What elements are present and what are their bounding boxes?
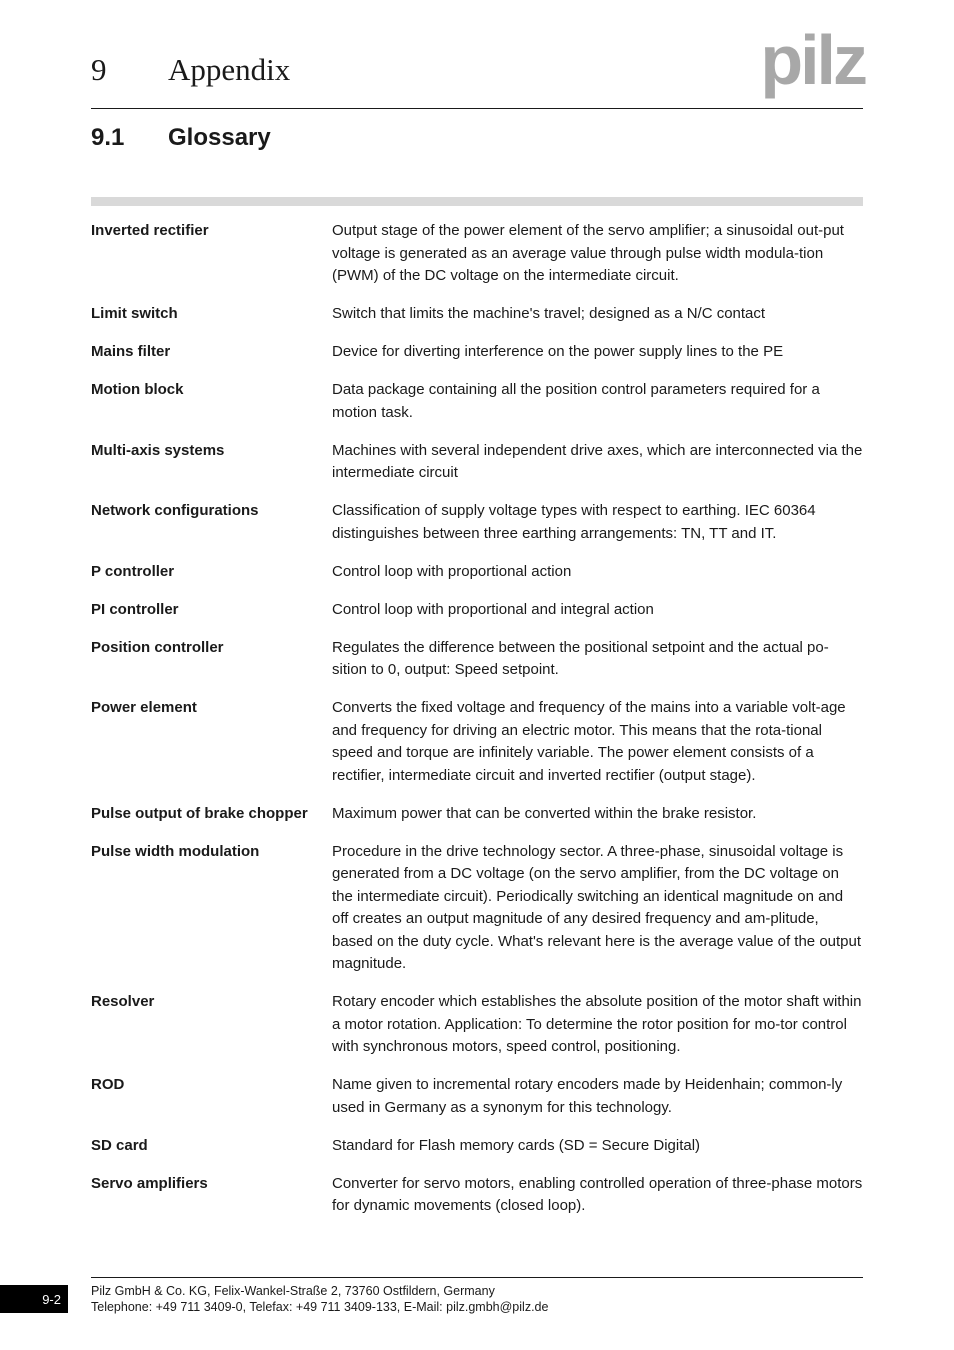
chapter-title: Appendix <box>168 52 291 87</box>
glossary-definition: Switch that limits the machine's travel; designed as a N/C contact <box>332 305 766 322</box>
glossary-definition: Data package containing all the position control parameters required for a motion task. <box>332 381 820 421</box>
page-number: 9-2 <box>42 1291 61 1307</box>
glossary-definition: Machines with several independent drive axes, which are interconnected via the intermediate circuit <box>332 441 863 481</box>
glossary-term: Multi-axis systems <box>91 441 225 459</box>
glossary-entry <box>91 599 863 622</box>
section-number: 9.1 <box>91 124 125 151</box>
glossary-term: Mains filter <box>91 343 171 360</box>
page-number-tab <box>0 1285 68 1313</box>
glossary-term: Motion block <box>91 381 184 398</box>
glossary-entry <box>91 991 863 1059</box>
glossary-term: Inverted rectifier <box>91 222 209 239</box>
footer-company-line: Pilz GmbH & Co. KG, Felix-Wankel-Straße 2, 73760 Ostfildern, Germany <box>91 1284 495 1298</box>
glossary-term: Position controller <box>91 638 224 656</box>
glossary-entry <box>91 303 863 326</box>
glossary-definition: Control loop with proportional action <box>332 562 572 580</box>
glossary-entry <box>91 220 863 288</box>
glossary-entry <box>91 379 863 424</box>
glossary-definition: Rotary encoder which establishes the absolute position of the motor shaft within a motor rotation. Application: To determine the rotor position for mo-tor control with synchronous motors, speed control, positioning. <box>332 993 862 1055</box>
pilz-logo: pilz <box>760 21 865 99</box>
glossary-term: Power element <box>91 699 197 716</box>
glossary-definition: Maximum power that can be converted within the brake resistor. <box>332 804 757 822</box>
glossary-entry <box>91 803 863 826</box>
glossary-definition: Output stage of the power element of the servo amplifier; a sinusoidal out-put voltage is generated as an average value through pulse width modula-tion (PWM) of the DC voltage on the intermediate circuit. <box>332 222 844 284</box>
glossary-entry <box>91 637 863 682</box>
glossary-definition: Standard for Flash memory cards (SD = Secure Digital) <box>332 1136 701 1154</box>
table-header-bar <box>91 197 863 206</box>
section-heading <box>91 124 271 152</box>
glossary-term: P controller <box>91 562 175 580</box>
glossary-term: Resolver <box>91 993 155 1010</box>
glossary-term: Limit switch <box>91 305 178 322</box>
glossary-entry <box>91 341 863 364</box>
footer-address <box>91 1283 548 1315</box>
glossary-term: SD card <box>91 1136 148 1154</box>
glossary-entry <box>91 1074 863 1119</box>
glossary-entry <box>91 697 863 787</box>
glossary-term: PI controller <box>91 600 179 618</box>
glossary-entry <box>91 1173 863 1218</box>
glossary-definition: Control loop with proportional and integral action <box>332 600 654 618</box>
footer-divider <box>91 1277 863 1278</box>
glossary-term: ROD <box>91 1076 125 1093</box>
glossary-entry <box>91 841 863 976</box>
glossary-entry <box>91 440 863 485</box>
glossary-term: Network configurations <box>91 502 259 519</box>
page-header <box>91 21 865 108</box>
glossary-definition: Device for diverting interference on the power supply lines to the PE <box>332 343 784 360</box>
glossary-definition: Classification of supply voltage types with respect to earthing. IEC 60364 distinguishes between three earthing arrangements: TN, TT and IT. <box>332 502 816 542</box>
glossary-definition: Converter for servo motors, enabling controlled operation of three-phase motors for dynamic movements (closed loop). <box>332 1174 863 1214</box>
glossary-entry <box>91 500 863 545</box>
glossary-definition: Name given to incremental rotary encoders made by Heidenhain; common-ly used in Germany as a synonym for this technology. <box>332 1076 843 1116</box>
section-title: Glossary <box>168 124 271 151</box>
glossary-entry <box>91 561 863 584</box>
glossary-definition: Regulates the difference between the positional setpoint and the actual po-sition to 0, output: Speed setpoint. <box>332 638 829 678</box>
glossary-definition: Procedure in the drive technology sector. A three-phase, sinusoidal voltage is generated from a DC voltage (on the servo amplifier, from the DC voltage on the intermediate circuit). Periodically switching an identical magnitude on and off creates an output magnitude of any desired frequency and am-plitude, based on the duty cycle. What's relevant here is the average value of the output magnitude. <box>332 842 862 972</box>
glossary-term: Pulse output of brake chopper <box>91 804 308 822</box>
chapter-number: 9 <box>91 52 107 87</box>
header-divider <box>91 108 863 109</box>
glossary-term: Pulse width modulation <box>91 842 260 860</box>
glossary-table <box>91 220 863 1233</box>
glossary-definition: Converts the fixed voltage and frequency of the mains into a variable volt-age and frequency for driving an electric motor. This means that the rota-tional speed and torque are infinitely variable. The power element consists of a rectifier, intermediate circuit and inverted rectifier (output stage). <box>332 699 846 784</box>
footer-contact-line: Telephone: +49 711 3409-0, Telefax: +49 711 3409-133, E-Mail: pilz.gmbh@pilz.de <box>91 1300 549 1314</box>
glossary-term: Servo amplifiers <box>91 1174 208 1192</box>
glossary-entry <box>91 1135 863 1158</box>
